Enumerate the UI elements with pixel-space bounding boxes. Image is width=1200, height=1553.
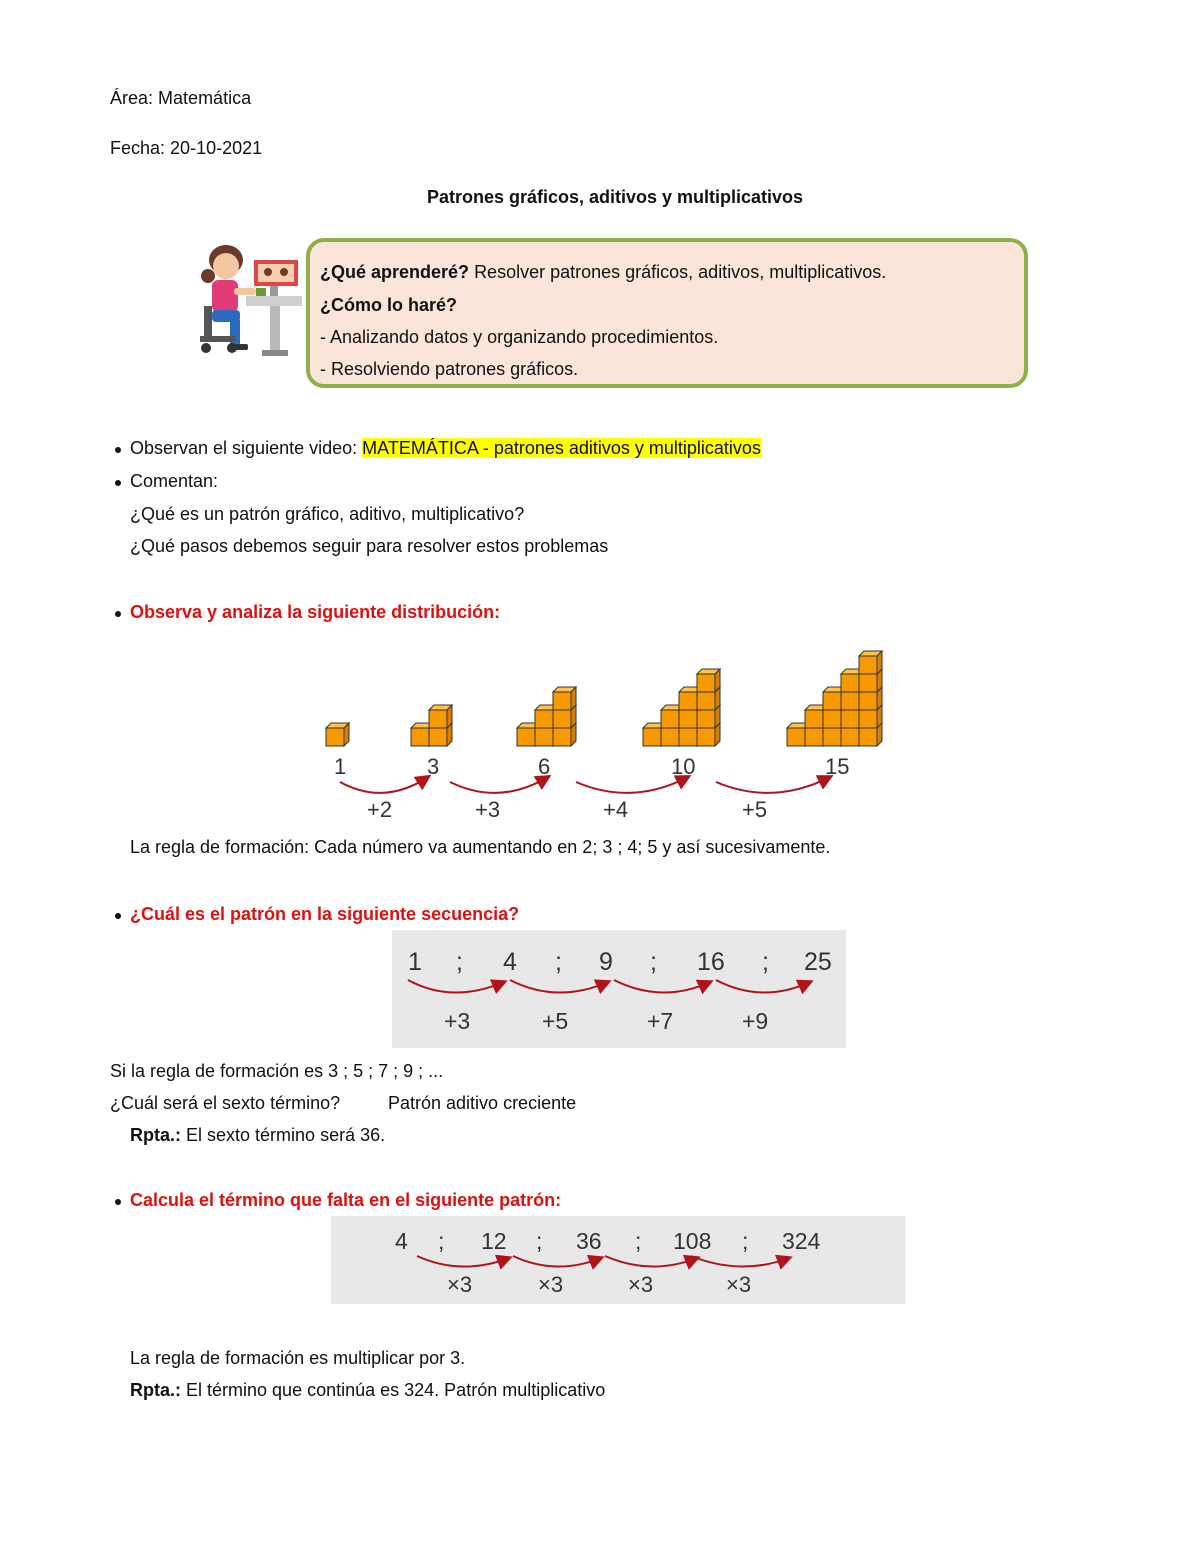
cube: [859, 692, 877, 710]
cube: [553, 710, 571, 728]
cube: [859, 728, 877, 746]
student-computer-illustration: [196, 240, 308, 358]
multiplicative-sequence-box: [331, 1216, 905, 1304]
cube: [535, 710, 553, 728]
cube: [643, 728, 661, 746]
sequence-number: 324: [782, 1228, 821, 1254]
goal-question: ¿Qué aprenderé? Resolver patrones gráficos, aditivos, multiplicativos.: [320, 262, 887, 282]
cube: [859, 710, 877, 728]
cube: [553, 692, 571, 710]
cube: [517, 728, 535, 746]
cube: [805, 728, 823, 746]
cube: [679, 692, 697, 710]
cube: [326, 728, 344, 746]
cube: [841, 728, 859, 746]
comment-question-2: ¿Qué pasos debemos seguir para resolver estos problemas: [130, 536, 609, 556]
area-line: [110, 88, 251, 109]
increment-arcs: [340, 777, 830, 793]
cube: [429, 728, 447, 746]
method-question: ¿Cómo lo haré?: [320, 295, 458, 315]
cube: [553, 728, 571, 746]
sequence-multiplier: ×3: [726, 1272, 752, 1297]
video-line: Observan el siguiente video: MATEMÁTICA - patrones aditivos y multiplicativos: [130, 438, 761, 458]
sequence-number: 25: [804, 948, 832, 976]
sequence-number: 4: [395, 1228, 408, 1254]
additive-sequence-box: [392, 930, 846, 1048]
sequence-separator: ;: [456, 948, 463, 976]
cube: [697, 710, 715, 728]
sequence-number: 16: [697, 948, 725, 976]
learning-goals-box: [306, 238, 1028, 388]
sequence-increment: +9: [742, 1008, 769, 1034]
cube: [805, 710, 823, 728]
sequence-separator: ;: [650, 948, 657, 976]
area-value: Matemática: [158, 88, 252, 108]
video-link[interactable]: MATEMÁTICA - patrones aditivos y multiplicativos: [362, 438, 761, 458]
date-label: Fecha:: [110, 138, 166, 158]
sequence-number: 1: [408, 948, 422, 976]
page-title: Patrones gráficos, aditivos y multiplicativos: [426, 187, 804, 207]
sequence-separator: ;: [536, 1228, 543, 1254]
sequence-multiplier: ×3: [628, 1272, 654, 1297]
date-value: 20-10-2021: [170, 138, 263, 158]
cube: [697, 674, 715, 692]
sequence-multiplier: ×3: [538, 1272, 564, 1297]
cube: [697, 692, 715, 710]
section1-heading: Observa y analiza la siguiente distribución:: [130, 602, 501, 622]
cube: [823, 710, 841, 728]
date-line: [110, 138, 262, 159]
cube: [679, 710, 697, 728]
stair-increment: +5: [742, 797, 768, 822]
sequence-number: 9: [599, 948, 613, 976]
section3-answer: Rpta.: El término que continúa es 324. Patrón multiplicativo: [130, 1380, 606, 1400]
stair-number: 3: [427, 754, 440, 779]
method-step-1: - Analizando datos y organizando procedimientos.: [320, 327, 719, 347]
increment-arc: [340, 777, 428, 793]
cube: [535, 728, 553, 746]
bullet-icon: [115, 447, 121, 453]
cube: [859, 656, 877, 674]
sequence-separator: ;: [555, 948, 562, 976]
cube: [823, 692, 841, 710]
sequence-number: 4: [503, 948, 517, 976]
sequence-increment: +7: [647, 1008, 674, 1034]
cube: [697, 728, 715, 746]
method-step-2: - Resolviendo patrones gráficos.: [320, 359, 579, 379]
stair-increment: +2: [367, 797, 393, 822]
section1-rule: La regla de formación: Cada número va aumentando en 2; 3 ; 4; 5 y así sucesivamente.: [130, 837, 831, 857]
bullet-icon: [115, 480, 121, 486]
stair-number: 1: [334, 754, 347, 779]
sequence-multiplier: ×3: [447, 1272, 473, 1297]
section3-heading: Calcula el término que falta en el siguiente patrón:: [130, 1190, 562, 1210]
cube: [429, 710, 447, 728]
increment-arc: [450, 777, 548, 793]
stair-increment: +3: [475, 797, 501, 822]
bullet-icon: [115, 1199, 121, 1205]
cube-staircase-figure: [318, 632, 908, 822]
cube-stairs: [326, 651, 882, 746]
stair-number: 10: [671, 754, 696, 779]
section2-question: ¿Cuál será el sexto término?: [110, 1093, 341, 1113]
comment-question-1: ¿Qué es un patrón gráfico, aditivo, multiplicativo?: [130, 504, 525, 524]
sequence-number: 12: [481, 1228, 507, 1254]
area-label: Área:: [110, 88, 154, 108]
section3-rule: La regla de formación es multiplicar por 3.: [130, 1348, 466, 1368]
cube: [841, 710, 859, 728]
cube: [859, 674, 877, 692]
cube: [661, 710, 679, 728]
cube: [787, 728, 805, 746]
section2-rule: Si la regla de formación es 3 ; 5 ; 7 ; 9 ; ...: [110, 1061, 444, 1081]
section2-answer: Rpta.: El sexto término será 36.: [130, 1125, 386, 1145]
section2-heading: ¿Cuál es el patrón en la siguiente secuencia?: [130, 904, 520, 924]
bullet-icon: [115, 611, 121, 617]
increment-arc: [716, 777, 830, 793]
sequence-separator: ;: [635, 1228, 642, 1254]
sequence-separator: ;: [742, 1228, 749, 1254]
bullet-icon: [115, 913, 121, 919]
cube: [823, 728, 841, 746]
cube: [411, 728, 429, 746]
section2-pattern-type: Patrón aditivo creciente: [388, 1093, 577, 1113]
stair-number: 6: [538, 754, 551, 779]
cube: [841, 692, 859, 710]
cube: [679, 728, 697, 746]
sequence-increment: +5: [542, 1008, 569, 1034]
cube: [661, 728, 679, 746]
sequence-number: 36: [576, 1228, 602, 1254]
sequence-number: 108: [673, 1228, 712, 1254]
sequence-increment: +3: [444, 1008, 471, 1034]
sequence-separator: ;: [762, 948, 769, 976]
stair-number: 15: [825, 754, 850, 779]
cube: [841, 674, 859, 692]
stair-increment: +4: [603, 797, 629, 822]
multiplier-arcs: [331, 1216, 905, 1304]
comment-label: Comentan:: [130, 471, 219, 491]
sequence-separator: ;: [438, 1228, 445, 1254]
